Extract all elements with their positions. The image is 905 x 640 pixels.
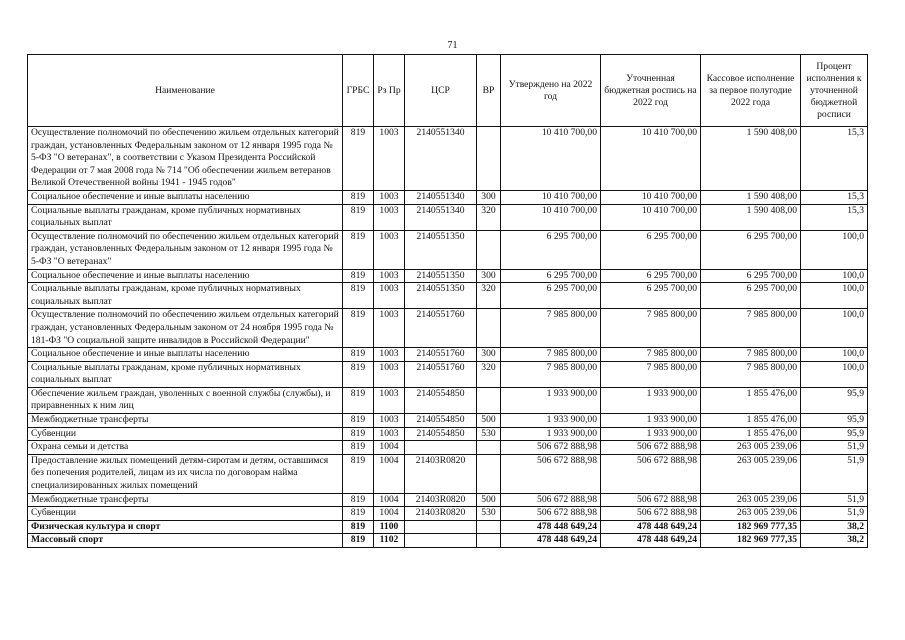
cell-vr: 320 <box>477 283 501 309</box>
cell-grbs: 819 <box>343 127 374 191</box>
cell-refined: 7 985 800,00 <box>601 348 701 362</box>
cell-executed: 7 985 800,00 <box>701 361 801 387</box>
cell-csr: 2140554850 <box>405 427 477 441</box>
table-row <box>28 348 868 362</box>
cell-name: Осуществление полномочий по обеспечению жильем отдельных категорий граждан, установленных Федеральным законом от 24 ноября 1995 года № 181-ФЗ "О социальной защите инвалидов в Российской Федерации" <box>28 309 343 348</box>
cell-name: Осуществление полномочий по обеспечению жильем отдельных категорий граждан, установленных Федеральным законом от 12 января 1995 года № 5-ФЗ "О ветеранах", в соответствии с Указом Президента Российской Федерации от 7 мая 2008 года № 714 "Об обеспечении жильем ветеранов Великой Отечественной войны 1941 - 1945 годов" <box>28 127 343 191</box>
cell-rzpr: 1004 <box>374 507 405 521</box>
header-percent: Процент исполнения к уточненной бюджетной росписи <box>801 55 868 127</box>
cell-vr: 500 <box>477 493 501 507</box>
cell-vr: 300 <box>477 269 501 283</box>
cell-grbs: 819 <box>343 454 374 493</box>
cell-refined: 506 672 888,98 <box>601 493 701 507</box>
cell-executed: 6 295 700,00 <box>701 230 801 269</box>
cell-approved: 7 985 800,00 <box>501 348 601 362</box>
cell-vr: 320 <box>477 361 501 387</box>
cell-rzpr: 1003 <box>374 269 405 283</box>
cell-executed: 263 005 239,06 <box>701 441 801 455</box>
cell-vr: 320 <box>477 204 501 230</box>
cell-percent: 15,3 <box>801 190 868 204</box>
cell-percent: 100,0 <box>801 283 868 309</box>
cell-csr: 2140551340 <box>405 190 477 204</box>
cell-csr: 2140551760 <box>405 361 477 387</box>
table-row <box>28 309 868 348</box>
cell-name: Социальное обеспечение и иные выплаты населению <box>28 348 343 362</box>
cell-vr <box>477 309 501 348</box>
cell-percent: 100,0 <box>801 269 868 283</box>
cell-executed: 1 590 408,00 <box>701 190 801 204</box>
cell-grbs: 819 <box>343 361 374 387</box>
cell-executed: 1 590 408,00 <box>701 204 801 230</box>
cell-executed: 6 295 700,00 <box>701 283 801 309</box>
cell-vr <box>477 127 501 191</box>
cell-executed: 263 005 239,06 <box>701 454 801 493</box>
cell-vr <box>477 454 501 493</box>
cell-name: Охрана семьи и детства <box>28 441 343 455</box>
cell-executed: 182 969 777,35 <box>701 534 801 548</box>
budget-table <box>27 54 868 548</box>
cell-grbs: 819 <box>343 283 374 309</box>
cell-approved: 7 985 800,00 <box>501 361 601 387</box>
cell-rzpr: 1003 <box>374 127 405 191</box>
header-name: Наименование <box>28 55 343 127</box>
cell-rzpr: 1003 <box>374 427 405 441</box>
cell-rzpr: 1100 <box>374 520 405 534</box>
cell-rzpr: 1004 <box>374 441 405 455</box>
cell-executed: 1 855 476,00 <box>701 387 801 413</box>
cell-refined: 478 448 649,24 <box>601 520 701 534</box>
cell-refined: 1 933 900,00 <box>601 387 701 413</box>
table-row <box>28 361 868 387</box>
cell-executed: 7 985 800,00 <box>701 348 801 362</box>
table-row <box>28 204 868 230</box>
cell-percent: 15,3 <box>801 204 868 230</box>
cell-percent: 51,9 <box>801 441 868 455</box>
cell-vr: 500 <box>477 414 501 428</box>
table-row <box>28 387 868 413</box>
cell-rzpr: 1004 <box>374 454 405 493</box>
cell-name: Массовый спорт <box>28 534 343 548</box>
cell-csr: 2140551350 <box>405 283 477 309</box>
cell-grbs: 819 <box>343 348 374 362</box>
header-vr: ВР <box>477 55 501 127</box>
cell-approved: 1 933 900,00 <box>501 427 601 441</box>
table-row <box>28 520 868 534</box>
cell-csr: 2140551350 <box>405 269 477 283</box>
cell-executed: 263 005 239,06 <box>701 507 801 521</box>
cell-name: Социальное обеспечение и иные выплаты населению <box>28 269 343 283</box>
cell-grbs: 819 <box>343 534 374 548</box>
cell-approved: 10 410 700,00 <box>501 127 601 191</box>
cell-name: Социальные выплаты гражданам, кроме публичных нормативных социальных выплат <box>28 361 343 387</box>
cell-refined: 506 672 888,98 <box>601 454 701 493</box>
cell-approved: 1 933 900,00 <box>501 414 601 428</box>
header-executed: Кассовое исполнение за первое полугодие 2022 года <box>701 55 801 127</box>
table-row <box>28 269 868 283</box>
cell-executed: 6 295 700,00 <box>701 269 801 283</box>
cell-csr: 2140554850 <box>405 414 477 428</box>
cell-percent: 95,9 <box>801 414 868 428</box>
cell-grbs: 819 <box>343 520 374 534</box>
cell-grbs: 819 <box>343 507 374 521</box>
cell-approved: 506 672 888,98 <box>501 454 601 493</box>
cell-executed: 263 005 239,06 <box>701 493 801 507</box>
table-body <box>28 127 868 548</box>
cell-percent: 100,0 <box>801 361 868 387</box>
table-row <box>28 454 868 493</box>
cell-refined: 6 295 700,00 <box>601 269 701 283</box>
cell-name: Физическая культура и спорт <box>28 520 343 534</box>
cell-csr: 2140551760 <box>405 348 477 362</box>
cell-percent: 95,9 <box>801 387 868 413</box>
cell-approved: 506 672 888,98 <box>501 441 601 455</box>
table-row <box>28 534 868 548</box>
cell-vr <box>477 441 501 455</box>
cell-rzpr: 1003 <box>374 414 405 428</box>
cell-executed: 1 855 476,00 <box>701 427 801 441</box>
cell-approved: 506 672 888,98 <box>501 507 601 521</box>
cell-name: Социальное обеспечение и иные выплаты населению <box>28 190 343 204</box>
cell-refined: 7 985 800,00 <box>601 361 701 387</box>
table-row <box>28 441 868 455</box>
cell-vr: 300 <box>477 348 501 362</box>
cell-grbs: 819 <box>343 204 374 230</box>
cell-refined: 6 295 700,00 <box>601 283 701 309</box>
cell-rzpr: 1003 <box>374 204 405 230</box>
table-row <box>28 507 868 521</box>
cell-rzpr: 1003 <box>374 283 405 309</box>
table-row <box>28 127 868 191</box>
cell-name: Социальные выплаты гражданам, кроме публичных нормативных социальных выплат <box>28 283 343 309</box>
cell-grbs: 819 <box>343 387 374 413</box>
table-row <box>28 414 868 428</box>
cell-refined: 6 295 700,00 <box>601 230 701 269</box>
page-number: 71 <box>447 40 458 51</box>
cell-csr: 2140554850 <box>405 387 477 413</box>
cell-grbs: 819 <box>343 190 374 204</box>
table-row <box>28 190 868 204</box>
cell-approved: 7 985 800,00 <box>501 309 601 348</box>
cell-name: Осуществление полномочий по обеспечению жильем отдельных категорий граждан, установленных Федеральным законом от 12 января 1995 года № 5-ФЗ "О ветеранах" <box>28 230 343 269</box>
cell-executed: 182 969 777,35 <box>701 520 801 534</box>
header-rzpr: Рз Пр <box>374 55 405 127</box>
cell-executed: 7 985 800,00 <box>701 309 801 348</box>
cell-percent: 38,2 <box>801 520 868 534</box>
cell-executed: 1 855 476,00 <box>701 414 801 428</box>
cell-grbs: 819 <box>343 427 374 441</box>
cell-name: Предоставление жилых помещений детям-сиротам и детям, оставшимся без попечения родителей, лицам из их числа по договорам найма специализированных жилых помещений <box>28 454 343 493</box>
cell-vr <box>477 230 501 269</box>
cell-refined: 506 672 888,98 <box>601 441 701 455</box>
cell-vr: 530 <box>477 427 501 441</box>
cell-vr: 530 <box>477 507 501 521</box>
cell-percent: 51,9 <box>801 507 868 521</box>
cell-name: Межбюджетные трансферты <box>28 493 343 507</box>
cell-grbs: 819 <box>343 441 374 455</box>
cell-approved: 478 448 649,24 <box>501 534 601 548</box>
cell-refined: 10 410 700,00 <box>601 127 701 191</box>
cell-csr: 21403R0820 <box>405 493 477 507</box>
cell-name: Обеспечение жильем граждан, уволенных с военной службы (службы), и приравненных к ним лиц <box>28 387 343 413</box>
table-header-row <box>28 55 868 127</box>
header-grbs: ГРБС <box>343 55 374 127</box>
cell-approved: 6 295 700,00 <box>501 230 601 269</box>
cell-percent: 100,0 <box>801 348 868 362</box>
cell-percent: 51,9 <box>801 493 868 507</box>
cell-csr <box>405 520 477 534</box>
cell-approved: 6 295 700,00 <box>501 269 601 283</box>
cell-csr: 2140551340 <box>405 127 477 191</box>
cell-rzpr: 1004 <box>374 493 405 507</box>
cell-executed: 1 590 408,00 <box>701 127 801 191</box>
cell-approved: 10 410 700,00 <box>501 190 601 204</box>
cell-approved: 1 933 900,00 <box>501 387 601 413</box>
cell-grbs: 819 <box>343 269 374 283</box>
cell-approved: 506 672 888,98 <box>501 493 601 507</box>
cell-grbs: 819 <box>343 309 374 348</box>
cell-vr <box>477 387 501 413</box>
cell-grbs: 819 <box>343 414 374 428</box>
cell-name: Субвенции <box>28 507 343 521</box>
cell-csr <box>405 534 477 548</box>
cell-vr <box>477 534 501 548</box>
cell-refined: 1 933 900,00 <box>601 414 701 428</box>
table-row <box>28 427 868 441</box>
cell-approved: 478 448 649,24 <box>501 520 601 534</box>
cell-rzpr: 1003 <box>374 387 405 413</box>
table-row <box>28 283 868 309</box>
cell-percent: 15,3 <box>801 127 868 191</box>
cell-rzpr: 1003 <box>374 190 405 204</box>
cell-csr <box>405 441 477 455</box>
cell-name: Межбюджетные трансферты <box>28 414 343 428</box>
cell-name: Субвенции <box>28 427 343 441</box>
cell-grbs: 819 <box>343 493 374 507</box>
cell-refined: 10 410 700,00 <box>601 204 701 230</box>
cell-approved: 6 295 700,00 <box>501 283 601 309</box>
cell-rzpr: 1003 <box>374 309 405 348</box>
cell-percent: 100,0 <box>801 309 868 348</box>
cell-grbs: 819 <box>343 230 374 269</box>
cell-percent: 51,9 <box>801 454 868 493</box>
cell-rzpr: 1102 <box>374 534 405 548</box>
header-refined: Уточненная бюджетная роспись на 2022 год <box>601 55 701 127</box>
cell-vr <box>477 520 501 534</box>
cell-csr: 2140551760 <box>405 309 477 348</box>
cell-csr: 21403R0820 <box>405 454 477 493</box>
cell-refined: 478 448 649,24 <box>601 534 701 548</box>
table-row <box>28 230 868 269</box>
cell-csr: 2140551340 <box>405 204 477 230</box>
cell-refined: 10 410 700,00 <box>601 190 701 204</box>
cell-percent: 95,9 <box>801 427 868 441</box>
cell-csr: 2140551350 <box>405 230 477 269</box>
cell-percent: 38,2 <box>801 534 868 548</box>
cell-percent: 100,0 <box>801 230 868 269</box>
cell-rzpr: 1003 <box>374 361 405 387</box>
cell-name: Социальные выплаты гражданам, кроме публичных нормативных социальных выплат <box>28 204 343 230</box>
cell-csr: 21403R0820 <box>405 507 477 521</box>
cell-vr: 300 <box>477 190 501 204</box>
cell-rzpr: 1003 <box>374 348 405 362</box>
cell-refined: 1 933 900,00 <box>601 427 701 441</box>
cell-rzpr: 1003 <box>374 230 405 269</box>
header-approved: Утверждено на 2022 год <box>501 55 601 127</box>
header-csr: ЦСР <box>405 55 477 127</box>
cell-approved: 10 410 700,00 <box>501 204 601 230</box>
cell-refined: 506 672 888,98 <box>601 507 701 521</box>
cell-refined: 7 985 800,00 <box>601 309 701 348</box>
table-row <box>28 493 868 507</box>
